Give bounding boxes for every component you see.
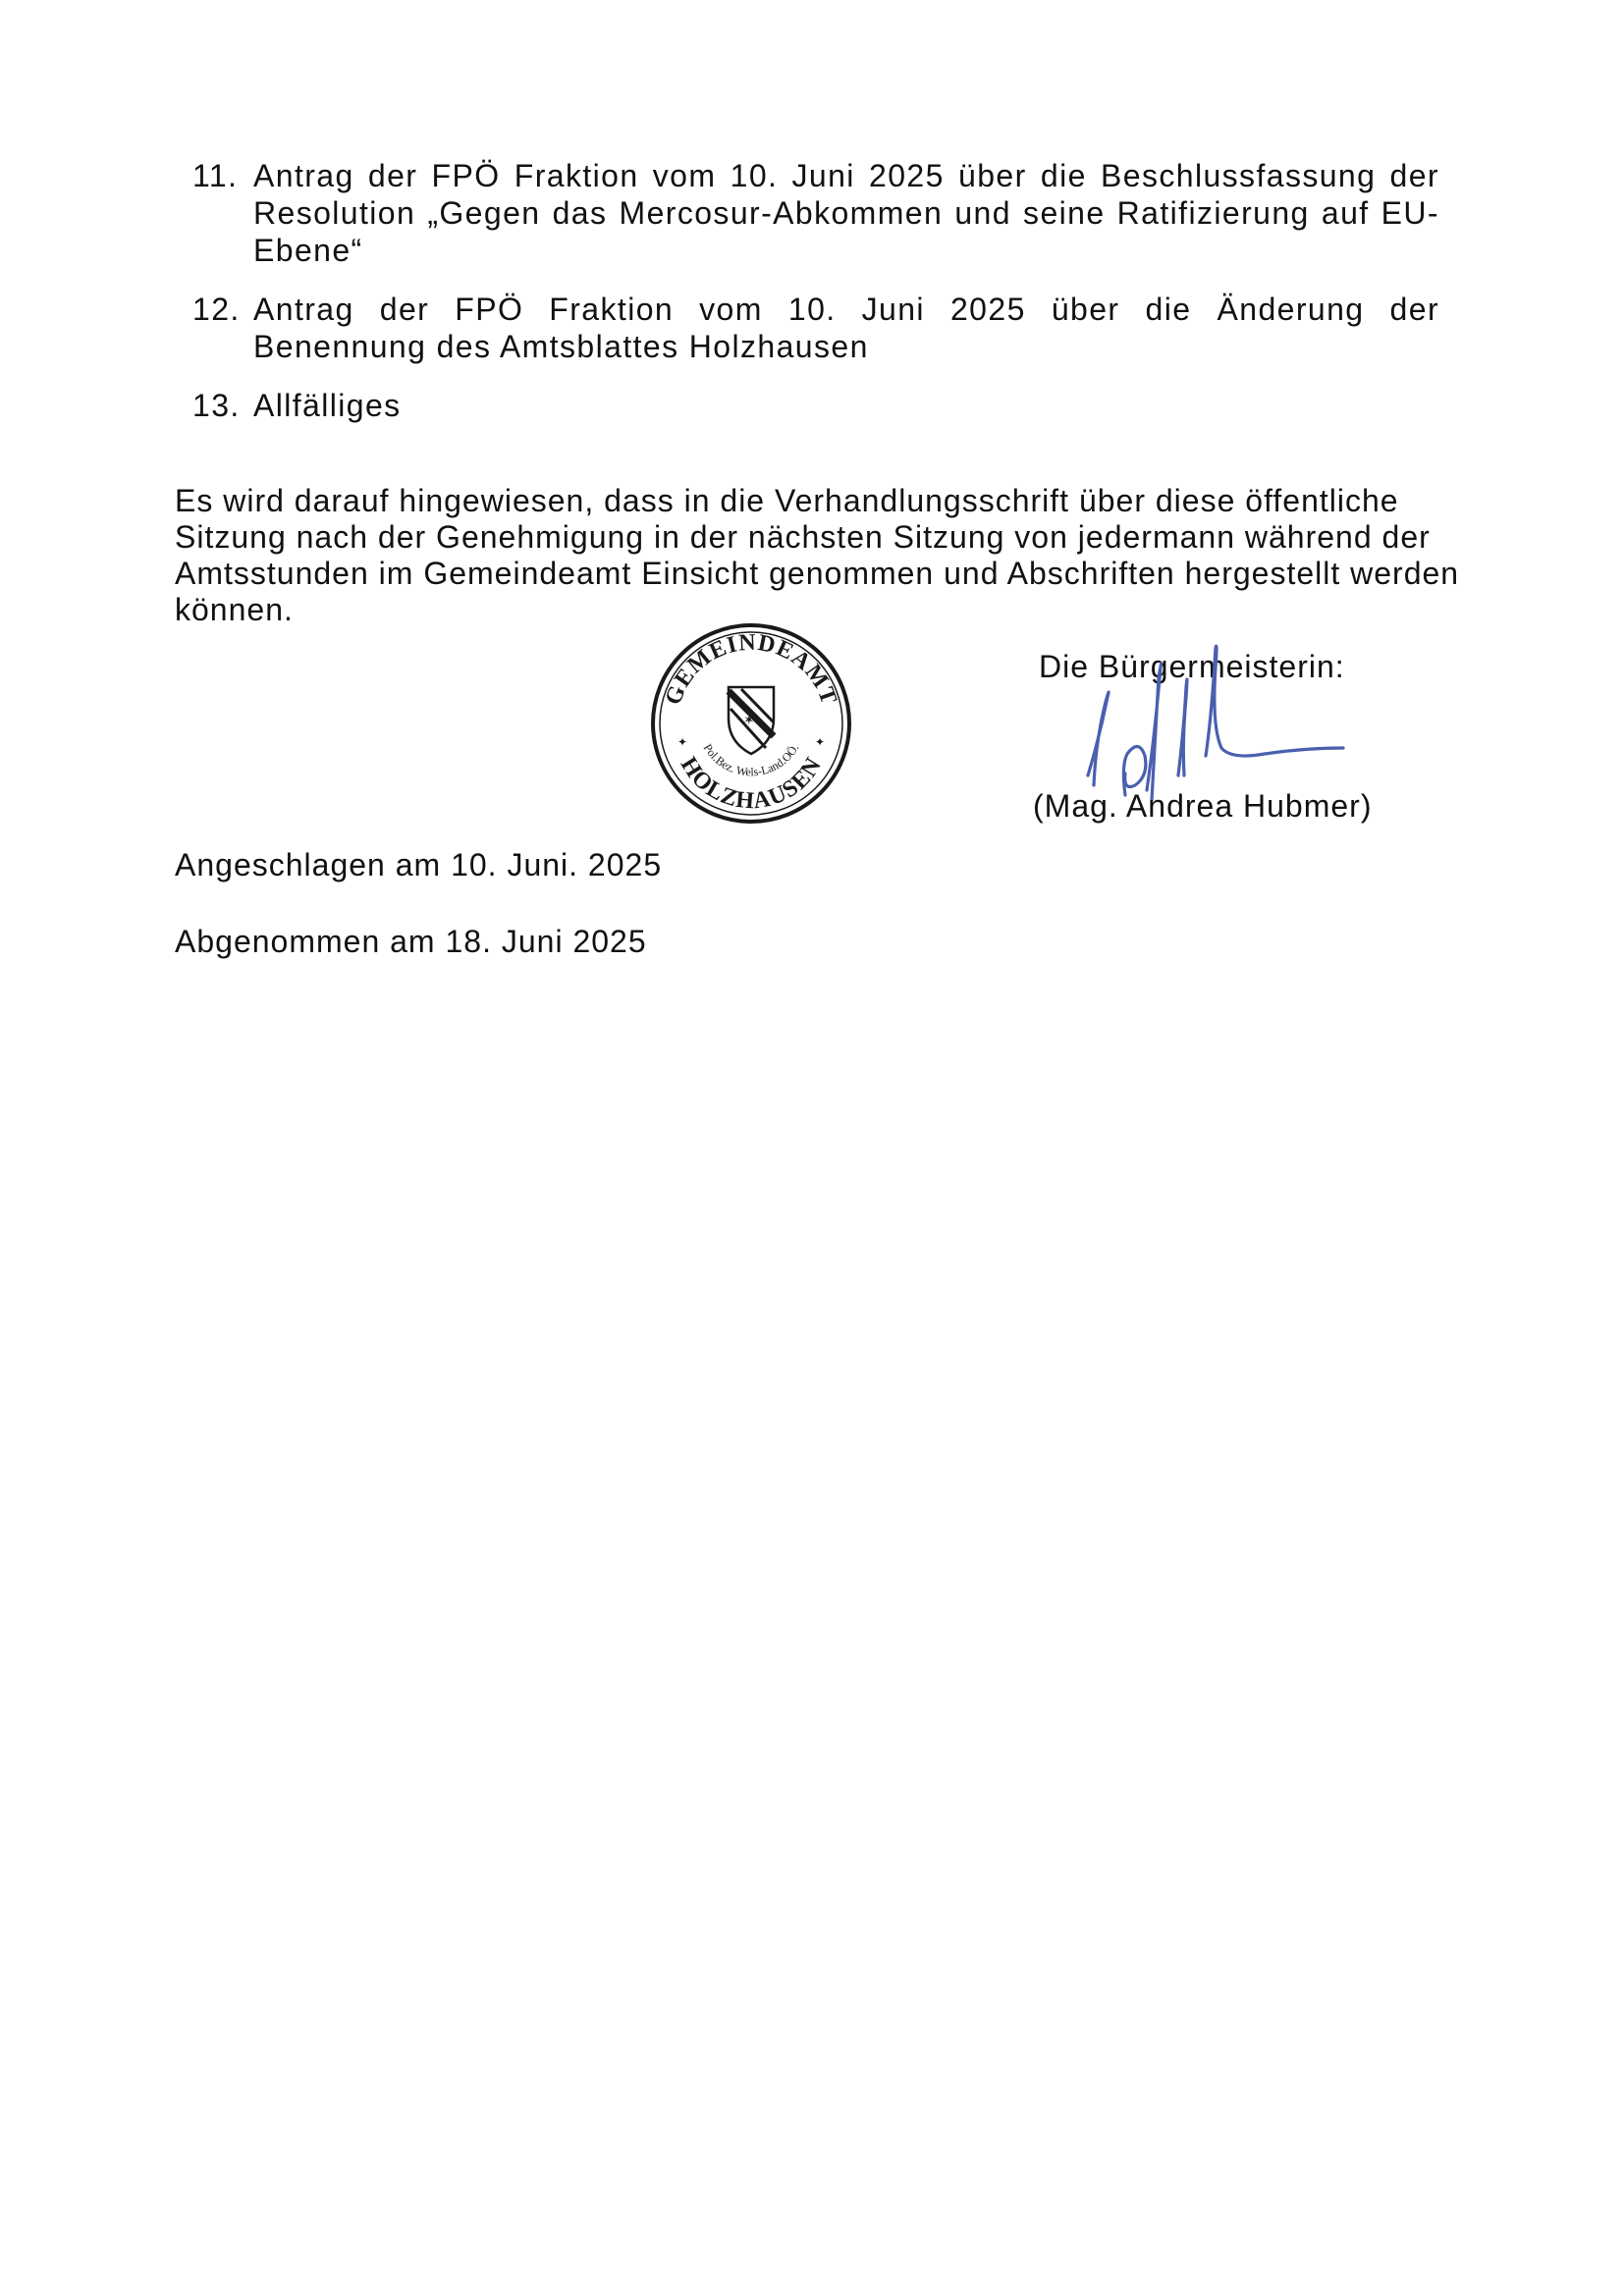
svg-text:✦: ✦ [815, 735, 826, 749]
signature-title: Die Bürgermeisterin: [1039, 649, 1345, 684]
agenda-item-13 [192, 387, 1439, 424]
svg-text:Pol.Bez. Wels-Land.OÖ.: Pol.Bez. Wels-Land.OÖ. [700, 741, 802, 779]
svg-text:✶: ✶ [743, 712, 755, 727]
agenda-item-number: 13. [192, 388, 241, 423]
agenda-item-11 [192, 157, 1439, 269]
svg-text:✦: ✦ [677, 735, 688, 749]
agenda-item-text: Antrag der FPÖ Fraktion vom 10. Juni 2025 über die Beschlussfassung der Resolution „Gegen das Mercosur-Abkommen und seine Ratifizierung auf EU-Ebene“ [253, 158, 1439, 268]
municipal-seal-stamp [648, 620, 854, 827]
svg-text:HOLZHAUSEN: HOLZHAUSEN [675, 752, 828, 815]
agenda-item-12 [192, 291, 1439, 365]
agenda-item-text: Antrag der FPÖ Fraktion vom 10. Juni 2025 über die Änderung der Benennung des Amtsblattes Holzhausen [253, 292, 1439, 364]
agenda-list [192, 157, 1439, 446]
svg-text:GEMEINDEAMT: GEMEINDEAMT [660, 629, 842, 709]
public-notice-paragraph: Es wird darauf hingewiesen, dass in die Verhandlungsschrift über diese öffentliche Sitzung nach der Genehmigung in der nächsten Sitzung von jedermann während der Amtsstunden im Gemeindeamt Einsicht genommen und Abschriften hergestellt werden können. [175, 483, 1460, 627]
coat-of-arms-icon [729, 687, 774, 754]
removed-date-line: Abgenommen am 18. Juni 2025 [175, 924, 647, 959]
posted-date-line: Angeschlagen am 10. Juni. 2025 [175, 847, 663, 882]
signatory-name: (Mag. Andrea Hubmer) [1033, 788, 1373, 824]
agenda-item-text: Allfälliges [253, 388, 402, 423]
agenda-item-number: 12. [192, 292, 241, 327]
agenda-item-number: 11. [192, 158, 239, 193]
